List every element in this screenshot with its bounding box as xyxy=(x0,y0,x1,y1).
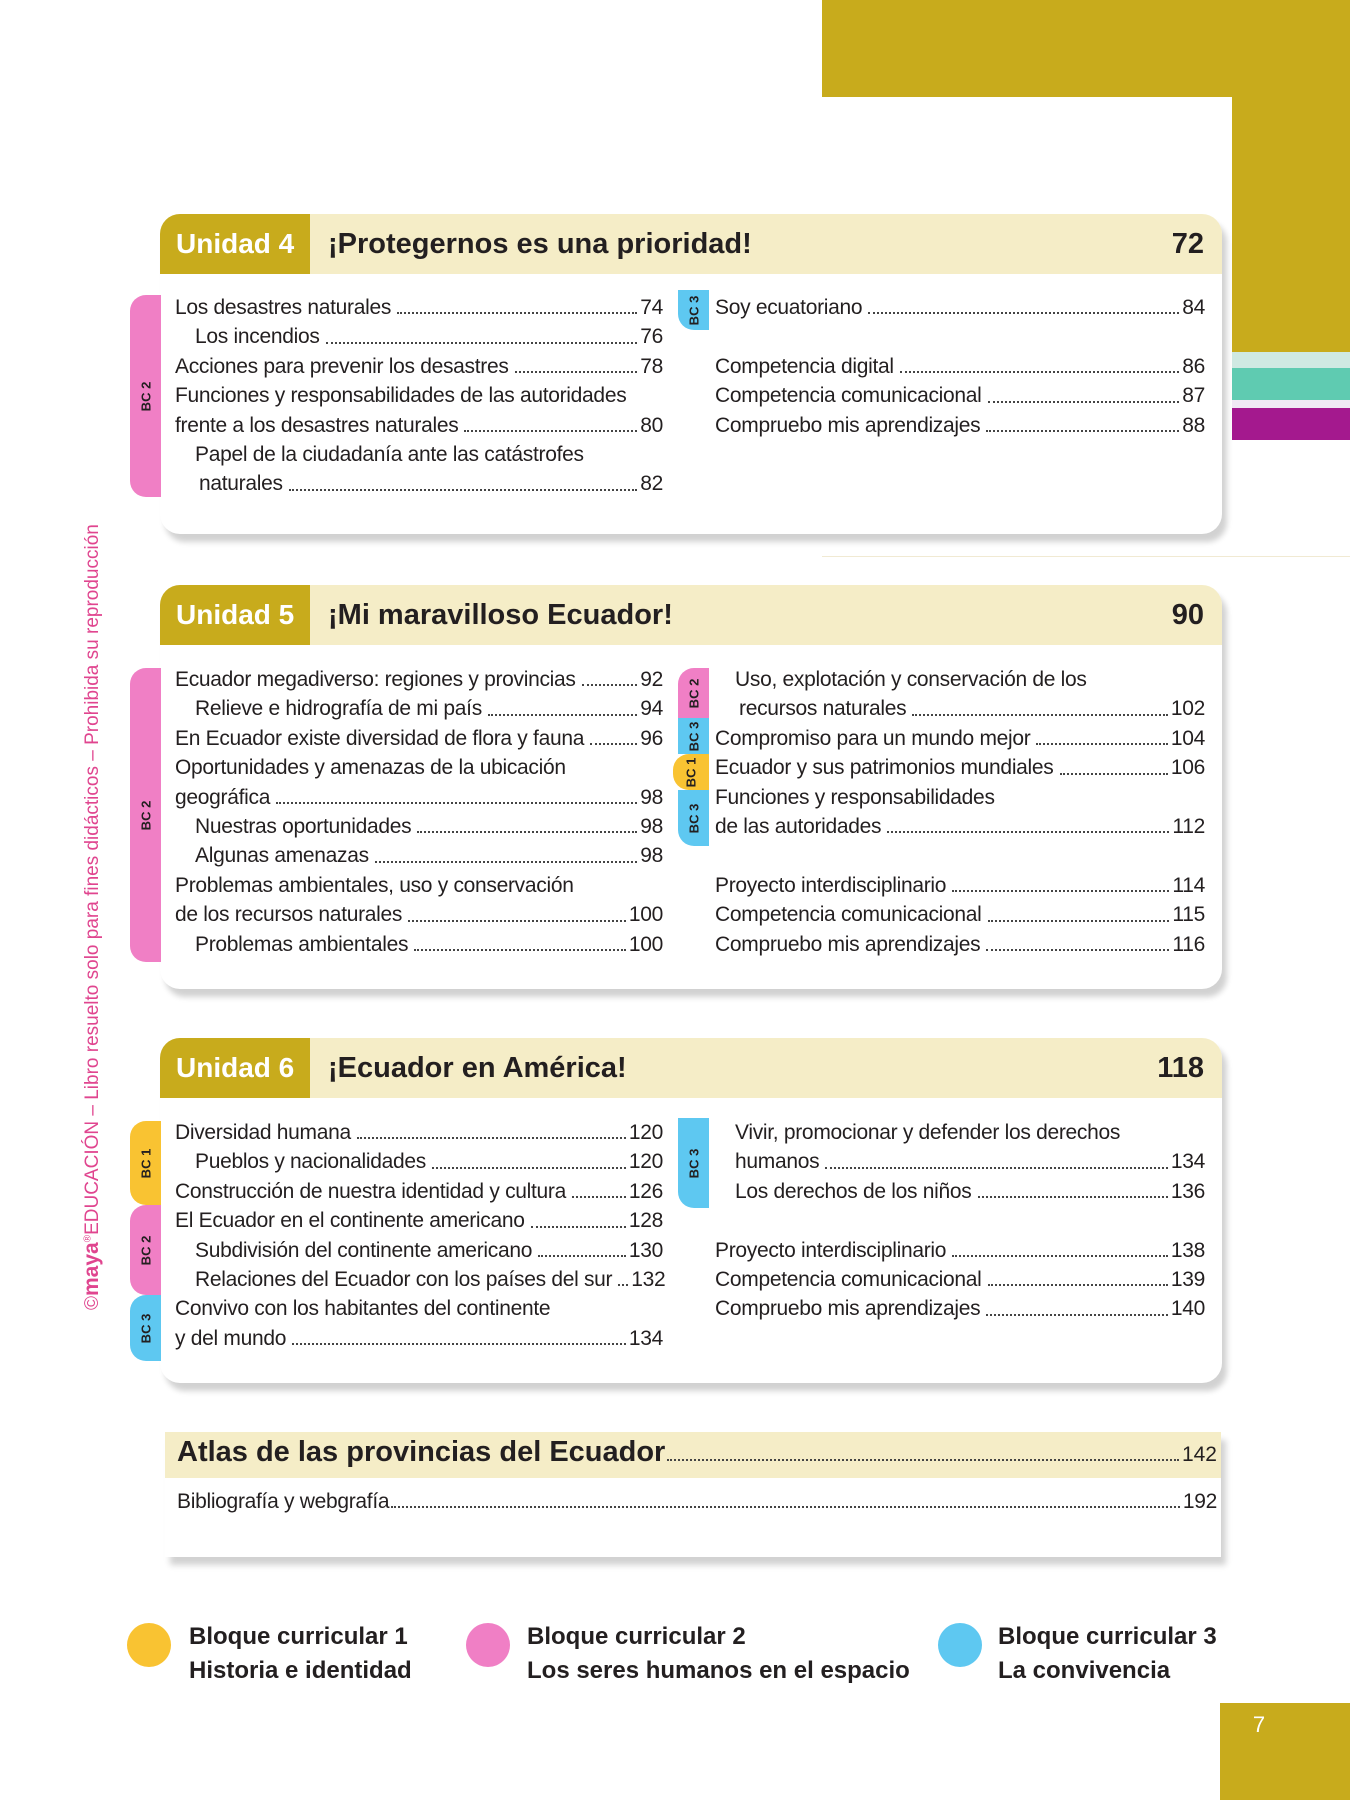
toc-entry[interactable]: Vivir, promocionar y defender los derechos xyxy=(735,1121,1121,1144)
toc-entry[interactable]: En Ecuador existe diversidad de flora y fauna 96 xyxy=(175,724,663,753)
decor-magenta-stripe xyxy=(1232,408,1350,440)
atlas-title: Atlas de las provincias del Ecuador xyxy=(177,1436,666,1468)
unit-6-right-bc3-tab: BC 3 xyxy=(678,1118,709,1208)
toc-entry[interactable]: Los incendios 76 xyxy=(175,322,663,351)
unit-4-header xyxy=(160,214,1222,274)
toc-entry[interactable]: Proyecto interdisciplinario 114 xyxy=(715,871,1205,900)
unit-5-header xyxy=(160,585,1222,645)
toc-entry[interactable]: Compruebo mis aprendizajes 88 xyxy=(715,411,1205,440)
toc-entry[interactable]: Competencia comunicacional 115 xyxy=(715,900,1205,929)
toc-entry[interactable]: Convivo con los habitantes del continente xyxy=(175,1297,551,1321)
toc-entry[interactable]: Los derechos de los niños 136 xyxy=(715,1177,1205,1206)
legend-dot-bc3 xyxy=(938,1623,982,1667)
atlas-section xyxy=(165,1432,1221,1557)
toc-entry[interactable]: Subdivisión del continente americano 130 xyxy=(175,1236,663,1265)
toc-entry[interactable]: recursos naturales 102 xyxy=(715,694,1205,723)
unit-6-page: 118 xyxy=(1157,1052,1204,1084)
unit-6-label: Unidad 6 xyxy=(160,1038,310,1098)
toc-entry[interactable]: Los desastres naturales 74 xyxy=(175,293,663,322)
bibliography-page: 192 xyxy=(1182,1490,1217,1513)
toc-entry[interactable]: naturales 82 xyxy=(175,469,663,498)
decor-separator xyxy=(1232,400,1350,408)
unit-5-left-toc xyxy=(175,665,663,959)
unit-5-title[interactable]: ¡Mi maravilloso Ecuador! xyxy=(328,599,673,631)
unit-6-bc3-tab: BC 3 xyxy=(130,1295,161,1361)
unit-4-bc3-tab: BC 3 xyxy=(678,290,709,330)
toc-entry[interactable]: y del mundo 134 xyxy=(175,1324,663,1353)
toc-entry[interactable]: Proyecto interdisciplinario 138 xyxy=(715,1236,1205,1265)
decor-teal-stripe xyxy=(1232,368,1350,400)
legend-bc2: Bloque curricular 2 Los seres humanos en el espacio xyxy=(527,1623,910,1684)
toc-entry[interactable]: Ecuador megadiverso: regiones y provincias 92 xyxy=(175,665,663,694)
toc-entry[interactable]: Oportunidades y amenazas de la ubicación xyxy=(175,756,566,780)
atlas-page: 142 xyxy=(1181,1443,1217,1466)
toc-entry[interactable]: Ecuador y sus patrimonios mundiales 106 xyxy=(715,753,1205,782)
unit-6-right-toc xyxy=(715,1118,1205,1324)
bibliography-title: Bibliografía y webgrafía xyxy=(177,1490,390,1513)
bibliography-entry[interactable] xyxy=(177,1490,1217,1520)
toc-entry[interactable]: Algunas amenazas 98 xyxy=(175,841,663,870)
toc-entry[interactable]: Problemas ambientales, uso y conservación xyxy=(175,873,574,897)
unit-6-left-toc xyxy=(175,1118,666,1353)
toc-entry[interactable]: Nuestras oportunidades 98 xyxy=(175,812,663,841)
toc-entry[interactable]: Relaciones del Ecuador con los países del sur 132 xyxy=(175,1265,663,1294)
unit-4-page: 72 xyxy=(1171,228,1204,260)
copyright-notice: ©maya®EDUCACIÓN – Libro resuelto solo para fines didácticos – Prohibida su reproducción xyxy=(80,524,103,1310)
decor-pale-stripe xyxy=(1232,352,1350,368)
unit-5-right-bc1-tab: BC 1 xyxy=(673,754,709,790)
unit-5-page: 90 xyxy=(1171,599,1204,631)
toc-entry[interactable]: Compruebo mis aprendizajes 116 xyxy=(715,930,1205,959)
legend-bc3: Bloque curricular 3 La convivencia xyxy=(998,1623,1217,1684)
toc-entry[interactable]: humanos 134 xyxy=(715,1147,1205,1176)
copyright-symbol: © xyxy=(82,1296,103,1310)
legend-dot-bc2 xyxy=(466,1623,510,1667)
toc-entry[interactable]: Problemas ambientales 100 xyxy=(175,930,663,959)
toc-entry[interactable]: Soy ecuatoriano 84 xyxy=(715,293,1205,322)
toc-entry[interactable]: El Ecuador en el continente americano 128 xyxy=(175,1206,663,1235)
brand-logo: maya xyxy=(80,1242,103,1296)
toc-entry[interactable]: frente a los desastres naturales 80 xyxy=(175,411,663,440)
decor-top-band xyxy=(822,0,1350,97)
unit-6-header xyxy=(160,1038,1222,1098)
unit-5-right-bc3-tab: BC 3 xyxy=(678,718,709,754)
toc-entry[interactable]: Compromiso para un mundo mejor 104 xyxy=(715,724,1205,753)
unit-4-left-toc xyxy=(175,293,663,499)
unit-4-title[interactable]: ¡Protegernos es una prioridad! xyxy=(328,228,752,260)
toc-entry[interactable]: Construcción de nuestra identidad y cultura 126 xyxy=(175,1177,663,1206)
toc-entry[interactable]: Competencia comunicacional 87 xyxy=(715,381,1205,410)
toc-entry[interactable]: geográfica 98 xyxy=(175,783,663,812)
legend-bc1: Bloque curricular 1 Historia e identidad xyxy=(189,1623,412,1684)
toc-entry[interactable]: Relieve e hidrografía de mi país 94 xyxy=(175,694,663,723)
unit-5-right-bc2-tab: BC 2 xyxy=(678,668,709,718)
unit-5-bc2-tab: BC 2 xyxy=(130,668,161,962)
atlas-entry[interactable] xyxy=(177,1436,1217,1474)
toc-entry[interactable]: Papel de la ciudadanía ante las catástrofes xyxy=(195,442,584,466)
decor-right-band xyxy=(1232,97,1350,352)
unit-5-right-toc xyxy=(715,665,1205,959)
toc-entry[interactable]: Competencia comunicacional 139 xyxy=(715,1265,1205,1294)
unit-4-bc2-tab: BC 2 xyxy=(130,295,161,497)
toc-entry[interactable]: de los recursos naturales 100 xyxy=(175,900,663,929)
toc-entry[interactable]: Diversidad humana 120 xyxy=(175,1118,663,1147)
toc-entry[interactable]: Funciones y responsabilidades xyxy=(715,785,995,809)
unit-6-title[interactable]: ¡Ecuador en América! xyxy=(328,1052,627,1084)
unit-6-bc1-tab: BC 1 xyxy=(130,1121,161,1205)
toc-entry[interactable]: Funciones y responsabilidades de las autoridades xyxy=(175,384,627,408)
copyright-text: EDUCACIÓN – Libro resuelto solo para fines didácticos – Prohibida su reproducción xyxy=(82,524,103,1235)
unit-4-label: Unidad 4 xyxy=(160,214,310,274)
toc-entry[interactable]: Acciones para prevenir los desastres 78 xyxy=(175,352,663,381)
toc-entry[interactable]: Pueblos y nacionalidades 120 xyxy=(175,1147,663,1176)
toc-entry[interactable]: de las autoridades 112 xyxy=(715,812,1205,841)
legend-dot-bc1 xyxy=(127,1623,171,1667)
page-number: 7 xyxy=(1252,1712,1266,1737)
unit-4-right-toc xyxy=(715,293,1205,440)
toc-entry[interactable]: Compruebo mis aprendizajes 140 xyxy=(715,1294,1205,1323)
decor-line xyxy=(822,556,1350,557)
unit-5-right-bc3b-tab: BC 3 xyxy=(678,790,709,846)
toc-entry[interactable]: Competencia digital 86 xyxy=(715,352,1205,381)
toc-entry[interactable]: Uso, explotación y conservación de los xyxy=(735,668,1087,691)
unit-6-bc2-tab: BC 2 xyxy=(130,1205,161,1295)
unit-5-label: Unidad 5 xyxy=(160,585,310,645)
